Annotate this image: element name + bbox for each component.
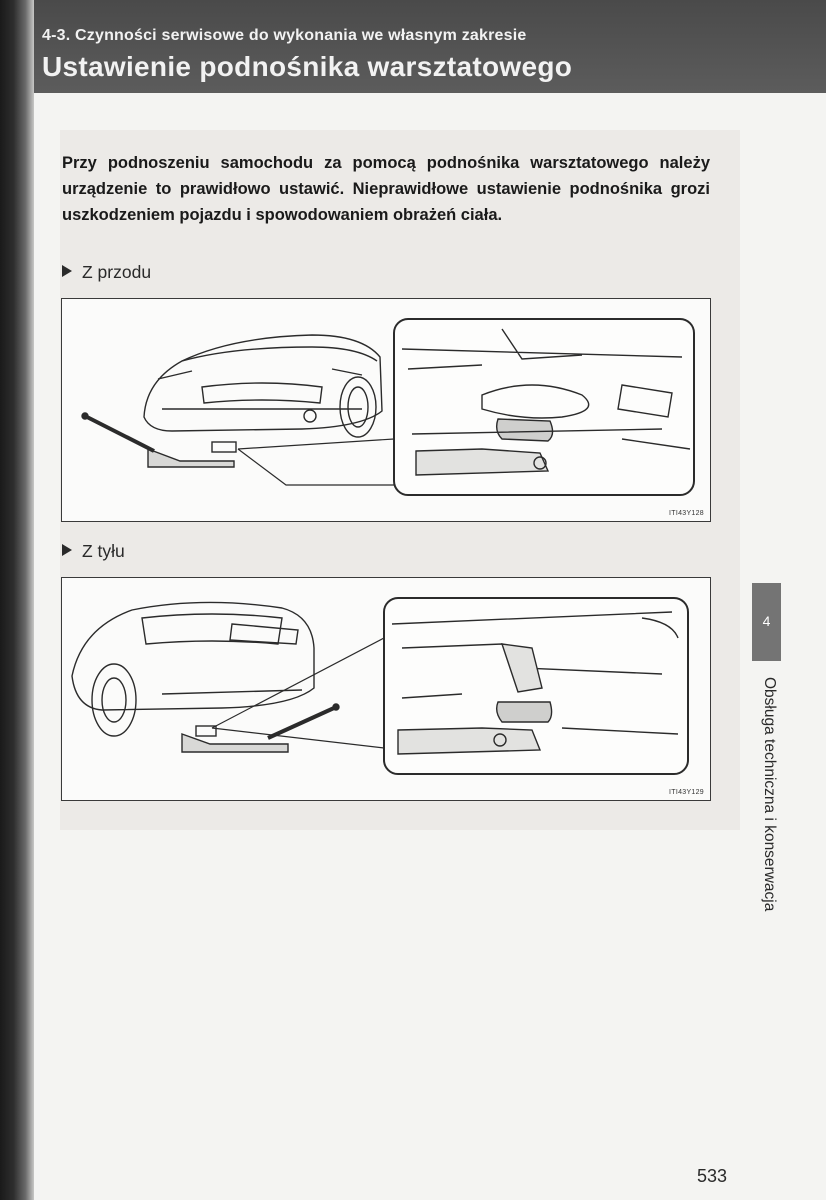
figure-front-code: ITI43Y128 bbox=[669, 510, 704, 517]
subheading-rear-label: Z tyłu bbox=[82, 541, 125, 561]
rear-jack-illustration bbox=[62, 578, 710, 800]
page-number: 533 bbox=[697, 1166, 728, 1186]
chapter-number: 4 bbox=[762, 613, 771, 629]
section-title: 4-3. Czynności serwisowe do wykonania we własnym zakresie bbox=[42, 27, 527, 44]
subheading-front bbox=[62, 262, 151, 283]
figure-rear-code: ITI43Y129 bbox=[669, 789, 704, 796]
triangle-right-icon bbox=[62, 265, 72, 277]
binding-shadow bbox=[0, 0, 34, 1200]
front-jack-illustration bbox=[62, 299, 710, 521]
subheading-rear bbox=[62, 541, 125, 562]
page-title: Ustawienie podnośnika warsztatowego bbox=[42, 51, 573, 82]
triangle-right-icon bbox=[62, 544, 72, 556]
figure-front bbox=[61, 298, 711, 522]
chapter-tab bbox=[752, 583, 781, 661]
intro-paragraph: Przy podnoszeniu samochodu za pomocą podnośnika warsztatowego należy urządzenie to prawidłowo ustawić. Nieprawidłowe ustawienie podnośnika grozi uszkodzeniem pojazdu i spowodowaniem obrażeń ciała. bbox=[62, 154, 710, 224]
figure-rear bbox=[61, 577, 711, 801]
chapter-label: Obsługa techniczna i konserwacja bbox=[761, 677, 778, 912]
page-header bbox=[34, 0, 826, 93]
subheading-front-label: Z przodu bbox=[82, 262, 152, 282]
